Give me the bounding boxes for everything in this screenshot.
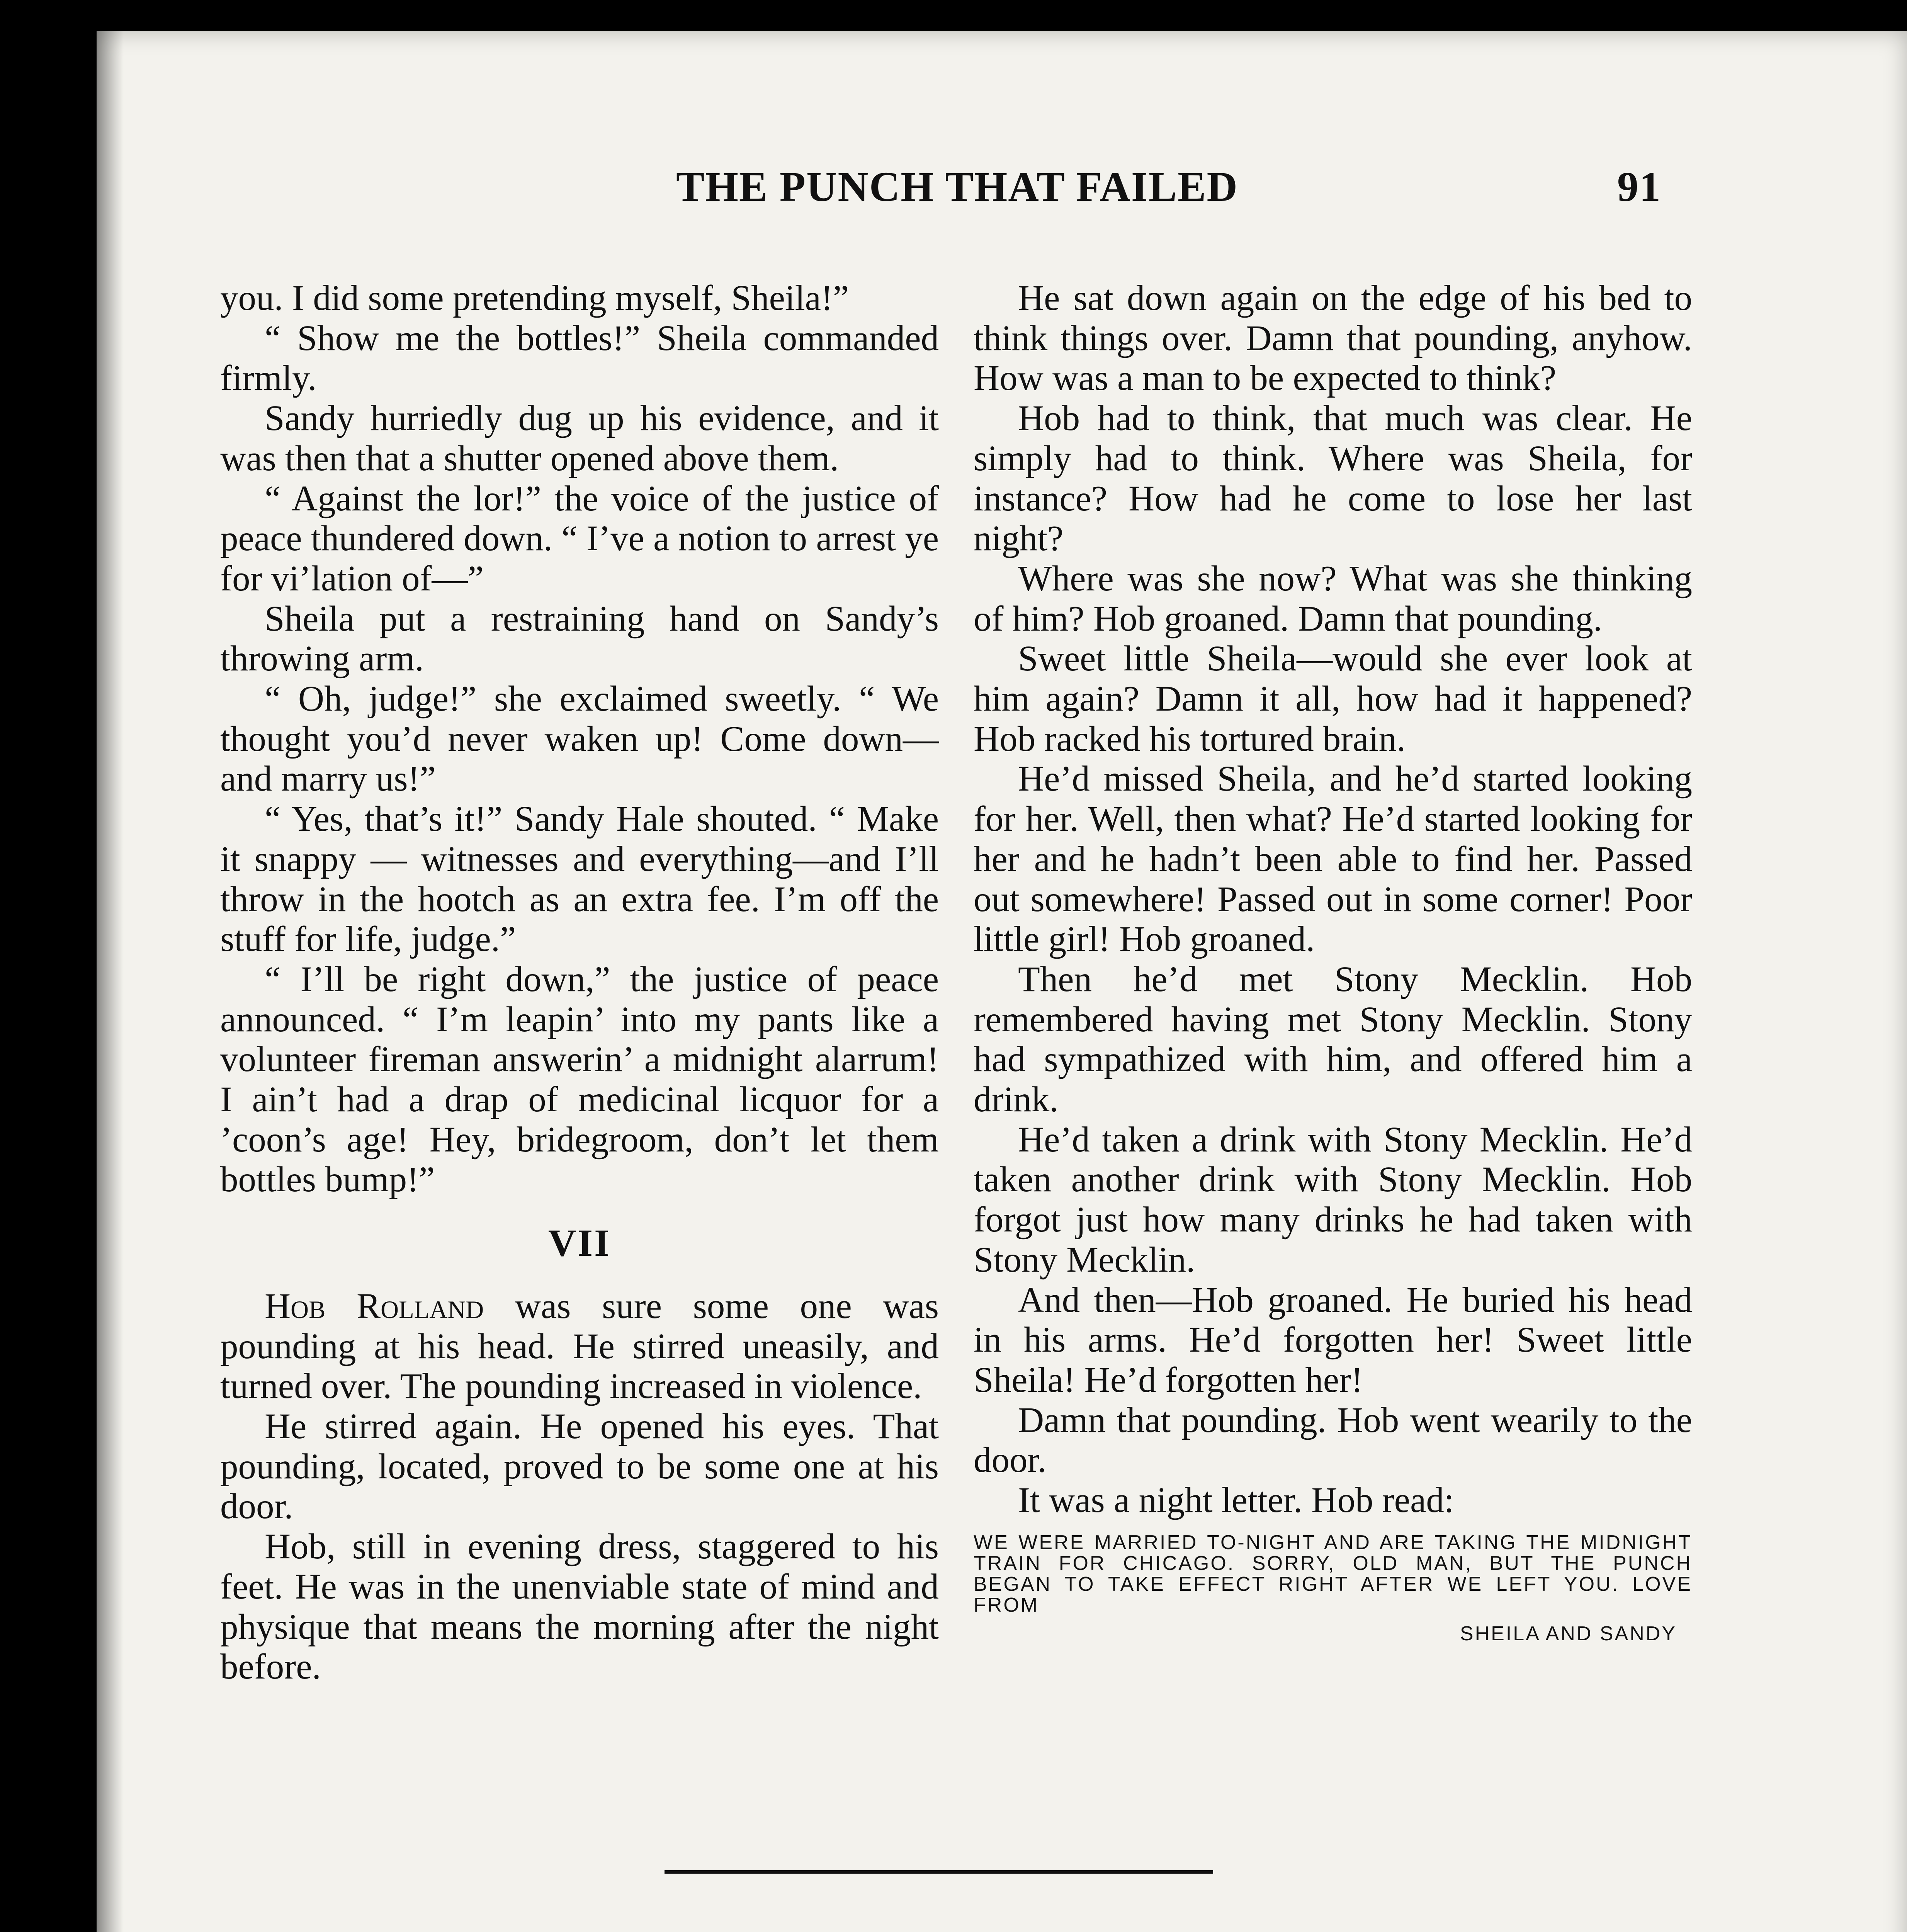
right-column [974, 278, 1692, 1644]
paragraph-rest: was sure some one was pounding at his head. He stirred uneasily, and turned over. The pounding increased in violence. [220, 1286, 939, 1406]
section-heading: VII [548, 1221, 611, 1265]
paragraph: Damn that pounding. Hob went wearily to the door. [974, 1400, 1692, 1480]
paragraph: He stirred again. He opened his eyes. That pounding, located, proved to be some one at his door. [220, 1406, 939, 1527]
page-number: 91 [1617, 163, 1661, 210]
telegram-text: WE WERE MARRIED TO-NIGHT AND ARE TAKING THE MIDNIGHT TRAIN FOR CHICAGO. SORRY, OLD MAN, BUT THE PUNCH BEGAN TO TAKE EFFECT RIGHT AFTER WE LEFT YOU. LOVE FROM [974, 1531, 1692, 1616]
paragraph: Hob, still in evening dress, staggered to his feet. He was in the unenviable state of mind and physique that means the morning after the night before. [220, 1527, 939, 1687]
paragraph: Then he’d met Stony Mecklin. Hob remembered having met Stony Mecklin. Stony had sympathized with him, and offered him a drink. [974, 959, 1692, 1120]
paragraph: “ Oh, judge!” she exclaimed sweetly. “ We thought you’d never waken up! Come down—and marry us!” [220, 679, 939, 799]
telegram-signature: SHEILA AND SANDY [1460, 1622, 1677, 1645]
paragraph: Sandy hurriedly dug up his evidence, and it was then that a shutter opened above them. [220, 398, 939, 478]
paragraph: “ Against the lor!” the voice of the justice of peace thundered down. “ I’ve a notion to arrest ye for vi’lation of—” [220, 478, 939, 599]
left-column [220, 278, 939, 1687]
magazine-page [97, 31, 1907, 1932]
paragraph: And then—Hob groaned. He buried his head in his arms. He’d forgotten her! Sweet little Sheila! He’d forgotten her! [974, 1280, 1692, 1400]
section-first-paragraph [220, 1286, 939, 1406]
telegram [974, 1532, 1692, 1644]
paragraph: Hob had to think, that much was clear. He simply had to think. Where was Sheila, for instance? How had he come to lose her last night? [974, 398, 1692, 559]
paragraph: Sheila put a restraining hand on Sandy’s throwing arm. [220, 599, 939, 679]
paragraph: He’d taken a drink with Stony Mecklin. He’d taken another drink with Stony Mecklin. Hob forgot just how many drinks he had taken with Stony Mecklin. [974, 1119, 1692, 1280]
paragraph: “ Show me the bottles!” Sheila commanded firmly. [220, 318, 939, 398]
paragraph: “ Yes, that’s it!” Sandy Hale shouted. “ Make it snappy — witnesses and everything—and I’ll throw in the hootch as an extra fee. I’m off the stuff for life, judge.” [220, 799, 939, 959]
paragraph: He’d missed Sheila, and he’d started looking for her. Well, then what? He’d started looking for her and he hadn’t been able to find her. Passed out somewhere! Passed out in some corner! Poor little girl! Hob groaned. [974, 759, 1692, 959]
section-divider [665, 1870, 1213, 1874]
lead-name: Hob Rolland [265, 1286, 484, 1326]
paragraph: “ I’ll be right down,” the justice of peace announced. “ I’m leapin’ into my pants like a volunteer fireman answerin’ a midnight alarrum! I ain’t had a drap of medicinal licquor for a ’coon’s age! Hey, bridegroom, don’t let them bottles bump!” [220, 959, 939, 1200]
paragraph: It was a night letter. Hob read: [1018, 1480, 1454, 1520]
paragraph: Where was she now? What was she thinking of him? Hob groaned. Damn that pounding. [974, 558, 1692, 639]
paragraph: you. I did some pretending myself, Sheila!” [220, 278, 849, 318]
page-gutter-shadow [97, 31, 124, 1932]
paragraph: Sweet little Sheila—would she ever look at him again? Damn it all, how had it happened? Hob racked his tortured brain. [974, 639, 1692, 759]
paragraph: He sat down again on the edge of his bed to think things over. Damn that pounding, anyhow. How was a man to be expected to think? [974, 278, 1692, 398]
running-head-title: THE PUNCH THAT FAILED [676, 163, 1238, 210]
running-head [676, 162, 1661, 211]
